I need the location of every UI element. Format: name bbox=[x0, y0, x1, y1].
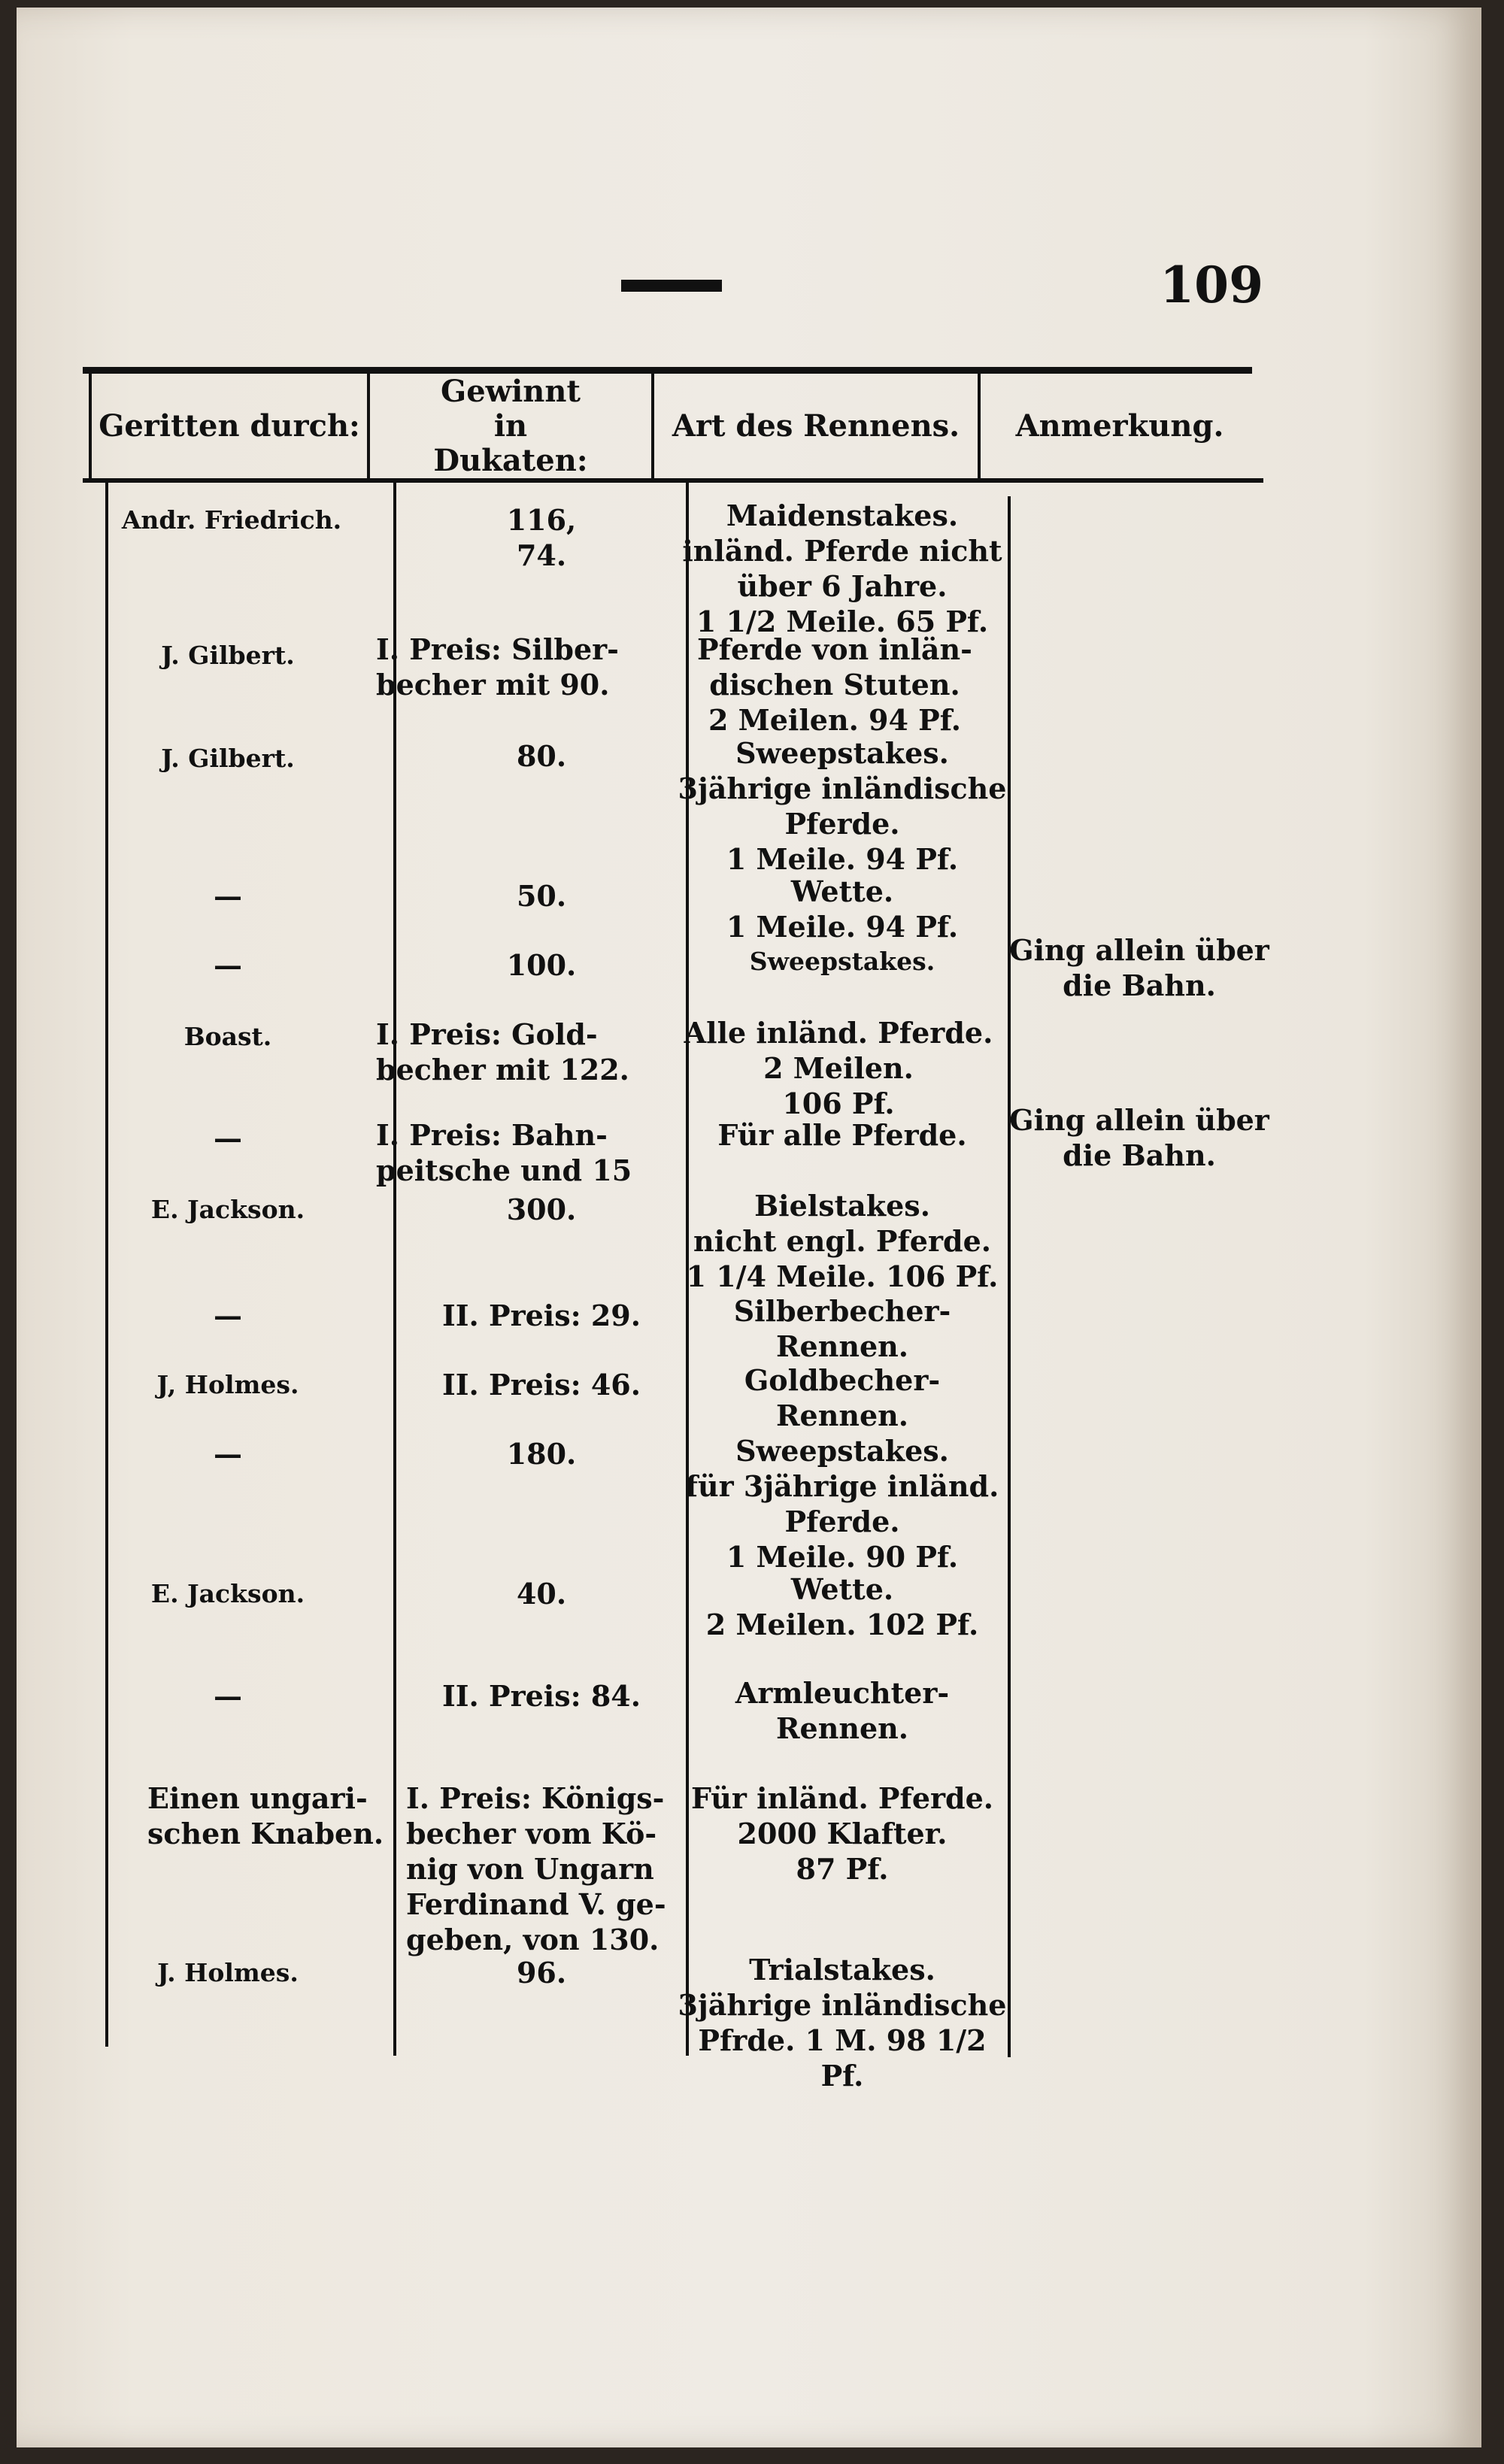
table-row-14-race: Für inländ. Pferde. 2000 Klafter. 87 Pf. bbox=[690, 1781, 994, 1886]
table-row-10-prize: II. Preis: 46. bbox=[442, 1368, 641, 1402]
page-number: 109 bbox=[1160, 256, 1263, 314]
table-row-4-prize: 50. bbox=[516, 879, 567, 913]
table-row-8-rider: E. Jackson. bbox=[150, 1195, 305, 1224]
table-top-rule bbox=[83, 367, 1252, 374]
body-divider-4 bbox=[1008, 496, 1011, 2057]
table-row-1-race: Maidenstakes. inländ. Pferde nicht über 6 Jahre. 1 1/2 Meile. 65 Pf. bbox=[682, 499, 1002, 638]
table-row-13-race: Armleuchter- Rennen. bbox=[735, 1676, 950, 1745]
table-row-7-race: Für alle Pferde. bbox=[717, 1118, 967, 1152]
table-row-12-rider: E. Jackson. bbox=[150, 1579, 305, 1608]
table-row-5-note: Ging allein über die Bahn. bbox=[1009, 933, 1269, 1002]
table-row-1-prize: 116, 74. bbox=[506, 503, 577, 572]
table-row-8-race: Bielstakes. nicht engl. Pferde. 1 1/4 Meile. 106 Pf. bbox=[686, 1189, 999, 1293]
table-row-11-rider: — bbox=[214, 1437, 242, 1471]
table-row-15-race: Trialstakes. 3jährige inländische Pfrde. 1 M. 98 1/2 Pf. bbox=[678, 1953, 1007, 2093]
table-row-12-prize: 40. bbox=[516, 1577, 567, 1611]
table-row-4-rider: — bbox=[214, 879, 242, 913]
table-row-15-prize: 96. bbox=[516, 1956, 567, 1990]
table-row-7-prize: I. Preis: Bahn- peitsche und 15 bbox=[376, 1118, 632, 1187]
header-prize: Gewinnt in Dukaten: bbox=[433, 374, 588, 478]
table-row-5-rider: — bbox=[214, 948, 242, 982]
table-row-6-rider: Boast. bbox=[183, 1022, 272, 1051]
table-row-9-prize: II. Preis: 29. bbox=[442, 1299, 641, 1332]
table-row-6-prize: I. Preis: Gold- becher mit 122. bbox=[376, 1017, 629, 1087]
table-row-14-rider: Einen ungari- schen Knaben. bbox=[147, 1781, 384, 1850]
table-row-11-race: Sweepstakes. für 3jährige inländ. Pferde. 1 Meile. 90 Pf. bbox=[685, 1434, 999, 1574]
table-row-2-race: Pferde von inlän- dischen Stuten. 2 Meilen. 94 Pf. bbox=[697, 632, 972, 737]
table-row-3-prize: 80. bbox=[516, 739, 567, 773]
table-row-3-rider: J. Gilbert. bbox=[161, 744, 295, 773]
table-row-15-rider: J. Holmes. bbox=[157, 1958, 299, 1987]
table-row-1-rider: Andr. Friedrich. bbox=[121, 505, 342, 535]
header-remark: Anmerkung. bbox=[1015, 408, 1224, 444]
table-row-10-rider: J, Holmes. bbox=[156, 1370, 299, 1399]
table-row-3-race: Sweepstakes. 3jährige inländische Pferde. 1 Meile. 94 Pf. bbox=[678, 736, 1007, 876]
table-row-10-race: Goldbecher- Rennen. bbox=[744, 1363, 941, 1432]
body-divider-1 bbox=[105, 483, 108, 2047]
table-row-7-note: Ging allein über die Bahn. bbox=[1009, 1103, 1269, 1172]
table-row-9-race: Silberbecher- Rennen. bbox=[733, 1294, 951, 1363]
table-row-6-race: Alle inländ. Pferde. 2 Meilen. 106 Pf. bbox=[684, 1016, 993, 1120]
table-row-9-rider: — bbox=[214, 1299, 242, 1332]
table-row-13-prize: II. Preis: 84. bbox=[442, 1679, 641, 1713]
table-row-4-race: Wette. 1 Meile. 94 Pf. bbox=[726, 874, 959, 944]
table-row-2-prize: I. Preis: Silber- becher mit 90. bbox=[376, 632, 619, 702]
table-row-12-race: Wette. 2 Meilen. 102 Pf. bbox=[705, 1572, 979, 1641]
header-dash bbox=[621, 280, 722, 292]
table-row-5-race: Sweepstakes. bbox=[749, 947, 935, 976]
table-row-11-prize: 180. bbox=[506, 1437, 577, 1471]
table-row-8-prize: 300. bbox=[506, 1193, 577, 1226]
table-row-14-prize: I. Preis: Königs- becher vom Kö- nig von Ungarn Ferdinand V. ge- geben, von 130. bbox=[406, 1781, 666, 1956]
table-row-5-prize: 100. bbox=[506, 948, 577, 982]
table-row-7-rider: — bbox=[214, 1121, 242, 1155]
header-rider: Geritten durch: bbox=[99, 408, 360, 444]
table-row-2-rider: J. Gilbert. bbox=[161, 641, 295, 670]
header-race-type: Art des Rennens. bbox=[672, 408, 960, 444]
table-row-13-rider: — bbox=[214, 1679, 242, 1713]
